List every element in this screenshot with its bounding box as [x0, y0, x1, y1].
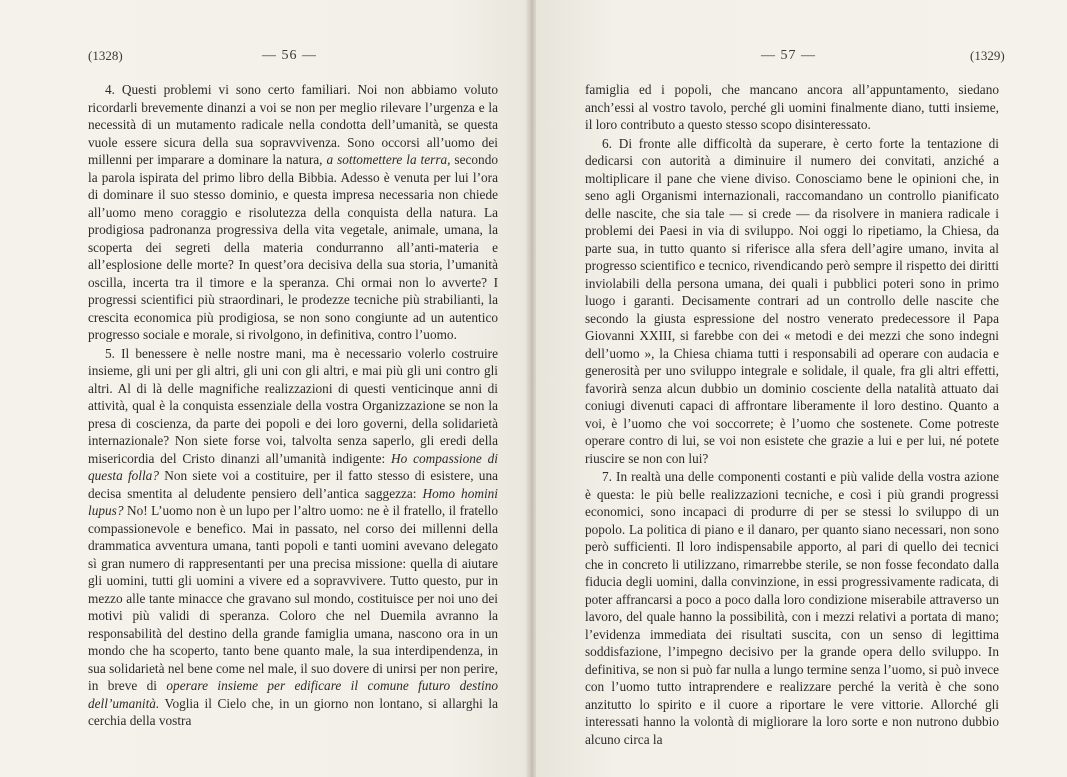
- text-run: Voglia il Cielo che, in un giorno non lontano, si allarghi la cerchia della vostra: [88, 695, 498, 728]
- text-run: 5. Il benessere è nelle nostre mani, ma è necessario volerlo costruire insieme, gli uni per gli altri, gli uni con gli altri, e mai più gli uni contro gli altri. Al di là delle magnifiche realizzazioni di questi venticinque anni di attività, qual è la conquista essenziale della vostra Organizzazione se non la presa di coscienza, da parte dei popoli e dei loro governi, della solidarietà internazionale? Non siete forse voi, talvolta senza saperlo, gli eredi della misericordia del Cristo dinanzi all’umanità indigente:: [88, 345, 498, 466]
- paragraph: [88, 345, 498, 730]
- right-folio: — 57 —: [761, 48, 816, 63]
- left-bracket-page-number: (1328): [88, 48, 123, 63]
- italic-text-run: operare insieme per edificare il comune futuro destino dell’umanità.: [88, 678, 498, 711]
- paragraph: [88, 81, 498, 344]
- italic-text-run: a sottomettere la terra,: [326, 152, 451, 167]
- text-run: famiglia ed i popoli, che mancano ancora all’appuntamento, siedano anch’essi al vostro tavolo, perché gli uomini finalmente diano, tutti insieme, il loro contributo a questo stesso scopo disinteressato.: [585, 82, 999, 132]
- text-run: Non siete voi a costituire, per il fatto stesso di esistere, una decisa smentita al deludente pensiero dell’antica saggezza:: [88, 468, 498, 501]
- italic-text-run: Homo homini lupus?: [88, 485, 498, 518]
- text-run: secondo la parola ispirata del primo libro della Bibbia. Adesso è venuta per lui l’ora di dominare il suo stesso dominio, e questa impresa necessaria non chiede all’uomo meno coraggio e risolutezza della conquista della natura. La prodigiosa padronanza progressiva della vita vegetale, animale, umana, la scoperta dei segreti della materia condurranno all’anti-materia e all’esplosione delle morte? In quest’ora decisiva della sua storia, l’umanità oscilla, incerta tra il timore e la speranza. Chi ormai non lo avverte? I progressi scientifici più straordinari, le prodezze tecniche più strabilianti, la crescita economica più prodigiosa, se non sono congiunte ad un autentico progresso sociale e morale, si rivolgono, in definitiva, contro l’uomo.: [88, 152, 498, 342]
- text-run: 4. Questi problemi vi sono certo familiari. Noi non abbiamo voluto ricordarli brevemente dinanzi a voi se non per meglio rilevare l’urgenza e la necessità di un mutamento radicale nella condotta dell’umanità, se questa vuole essere sicura della sua sopravvivenza. Sono occorsi all’uomo dei millenni per imparare a dominare la natura,: [88, 82, 498, 167]
- right-page: [536, 0, 1067, 777]
- text-run: 7. In realtà una delle componenti costanti e più valide della vostra azione è questa: le più belle realizzazioni tecniche, e così i più grandi progressi economici, sono incapaci di produrre di per se stessi lo sviluppo di un popolo. La politica di piano e il danaro, per quanto siano necessari, non sono però sufficienti. Il loro indispensabile apporto, al pari di quello dei tecnici che in concreto li utilizzano, rimarrebbe sterile, se non fosse fecondato dalla fiducia degli uomini, dalla convinzione, in essi progressivamente radicata, di poter affrancarsi a poco a poco dalla loro condizione miserabile attraverso un lavoro, del quale hanno la possibilità, con i mezzi relativi a portata di mano; l’evidenza immediata dei risultati suscita, con un senso di legittima soddisfazione, l’impegno decisivo per la grande opera dello sviluppo. In definitiva, se non si può far nulla a lungo termine senza l’uomo, si può invece con l’uomo tutto intraprendere e realizzare perché la verità è che sono anzitutto lo spirito e il cuore a riportare le vere vittorie. Allorché gli interessati hanno la volontà di migliorare la loro sorte e non nutrono dubbio alcuno circa la: [585, 469, 999, 747]
- text-run: No! L’uomo non è un lupo per l’altro uomo: ne è il fratello, il fratello compassionevole e benefico. Mai in passato, nel corso dei millenni della drammatica avventura umana, tanti popoli e tanti uomini avevano delegato sì gran numero di rappresentanti per una precisa missione: quella di aiutare gli uomini, tutti gli uomini a vivere ed a sopravvivere. Tutto questo, pur in mezzo alle tante minacce che gravano sul mondo, costituisce per noi uno dei motivi più validi di speranza. Coloro che nel Duemila avranno la responsabilità del destino della grande famiglia umana, nascono ora in un mondo che ha scoperto, tanto bene quanto male, la sua interdipendenza, in sua solidarietà nel bene come nel male, il suo dovere di unirsi per non perire, in breve di: [88, 503, 498, 693]
- left-body-text: [88, 81, 498, 730]
- paragraph: [585, 81, 999, 134]
- left-folio: — 56 —: [262, 48, 317, 63]
- paragraph: [585, 135, 999, 468]
- text-run: 6. Di fronte alle difficoltà da superare, è certo forte la tentazione di dedicarsi con autorità a diminuire il numero dei convitati, anziché a moltiplicare il pane che viene diviso. Conosciamo bene le opinioni che, in seno agli Organismi internazionali, raccomandano un controllo pianificato delle nascite, che sia tale — si crede — da risolvere in maniera radicale i problemi dei Paesi in via di sviluppo. Noi oggi lo ripetiamo, la Chiesa, da parte sua, in tutto quanto si riferisce alla sfera dell’agire umano, invita al progresso scientifico e tecnico, rivendicando però sempre il rispetto dei diritti inviolabili della persona umana, dei quali i pubblici poteri sono in primo luogo i garanti. Decisamente contrari ad un controllo delle nascite che secondo la giusta espressione del nostro venerato predecessore il Papa Giovanni XXIII, si farebbe con dei « metodi e dei mezzi che sono indegni dell’uomo », la Chiesa chiama tutti i responsabili ad operare con audacia e generosità per uno sviluppo integrale e solidale, il quale, fra gli altri effetti, favorirà senza alcun dubbio un dominio cosciente della natalità attuato dai coniugi divenuti capaci di affrontare liberamente il loro destino. Quanto a voi, è l’uomo che voi soccorrete; è l’uomo che sostenete. Come potreste operare contro di lui, se voi non esistete che grazie a lui e per lui, né potete riuscire se non con lui?: [585, 135, 999, 466]
- italic-text-run: Ho compassione di questa folla?: [88, 450, 498, 483]
- right-body-text: [585, 81, 999, 748]
- right-bracket-page-number: (1329): [970, 48, 1005, 63]
- paragraph: [585, 468, 999, 748]
- left-page: [0, 0, 528, 777]
